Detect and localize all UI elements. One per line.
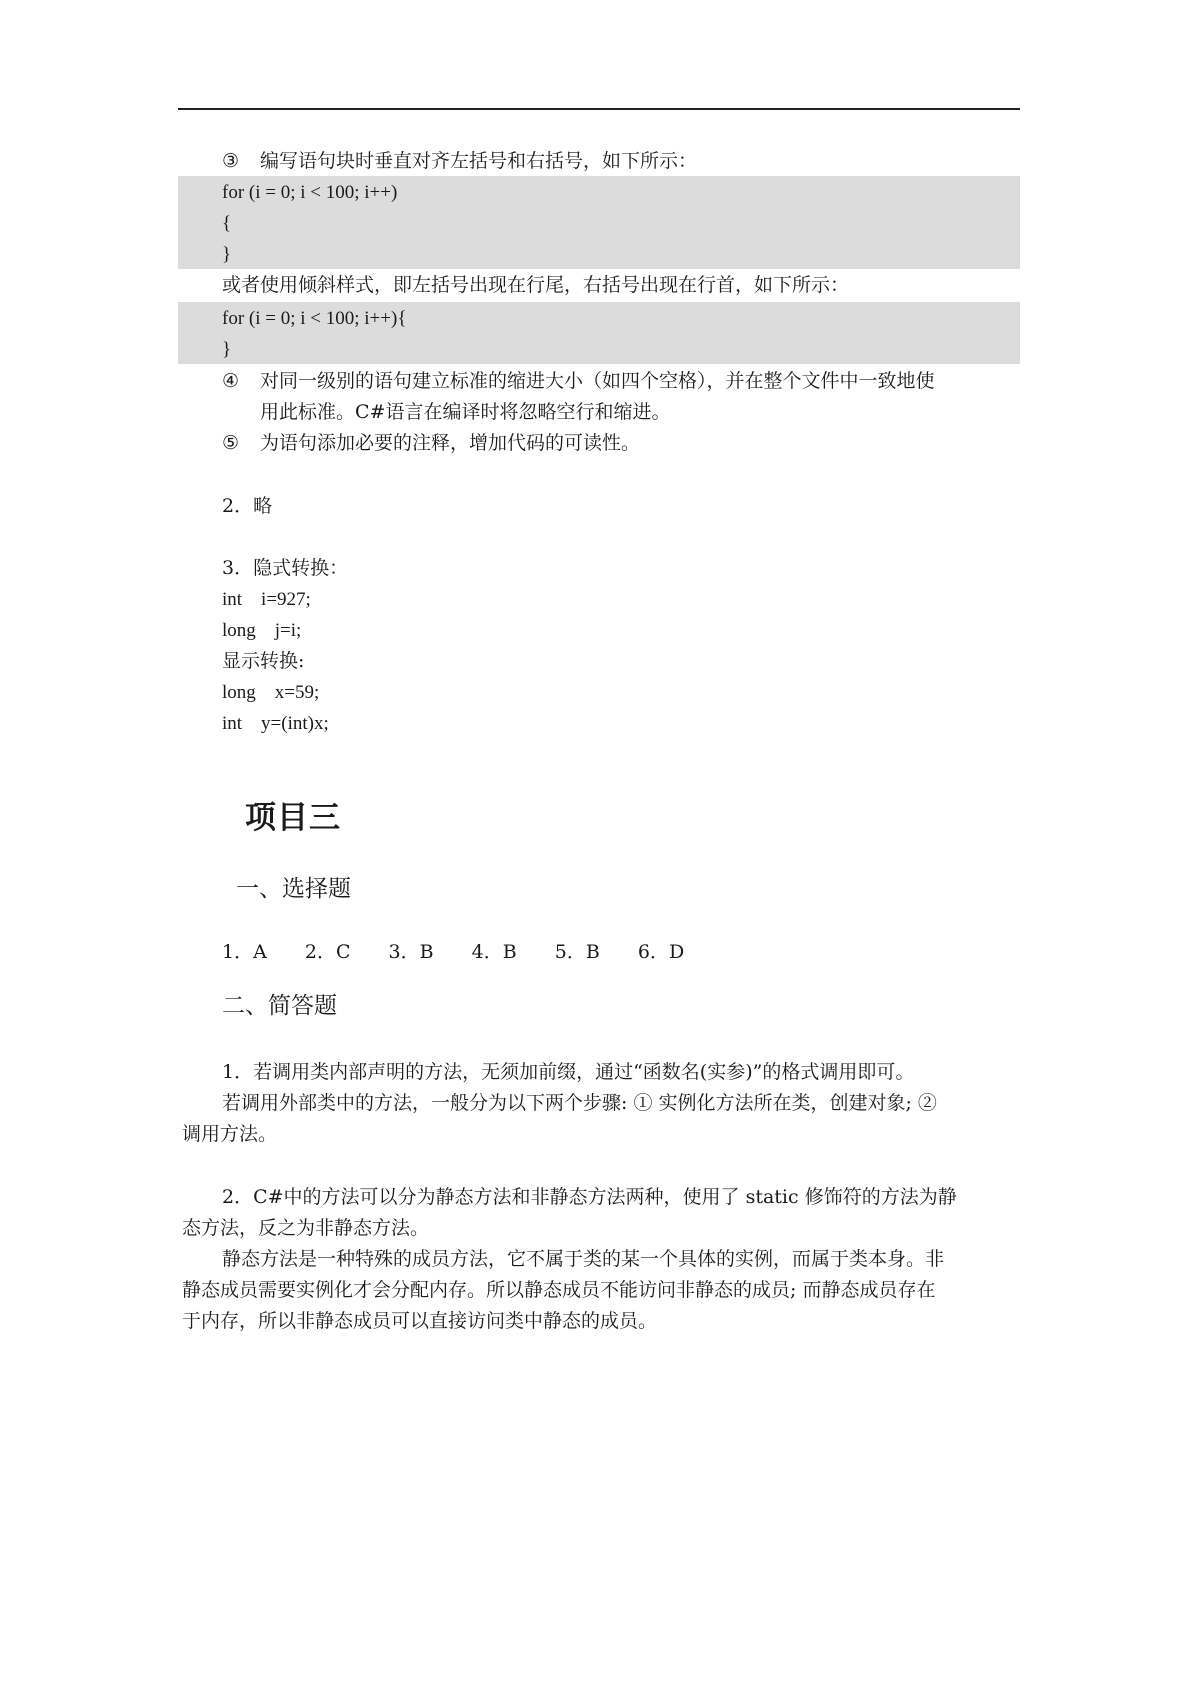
code-line: } [222, 244, 232, 265]
code-line: { [222, 213, 232, 234]
answer-item: 2．C [304, 941, 351, 963]
chapter-title: 项目三 [245, 800, 341, 836]
section-heading-choice: 一、选择题 [236, 876, 351, 902]
answer-item: 6．D [637, 941, 685, 963]
answer-2-para-2-line-3: 于内存，所以非静态成员可以直接访问类中静态的成员。 [182, 1310, 658, 1332]
item-5-number: ⑤ [222, 432, 240, 454]
answer-item: 4．B [471, 941, 517, 963]
code-line: for (i = 0; i < 100; i++) [222, 182, 398, 203]
answer-item: 1．A [222, 941, 267, 963]
answer-1-line-1: 1．若调用类内部声明的方法，无须加前缀，通过“函数名(实参)”的格式调用即可。 [222, 1061, 915, 1083]
item-4-number: ④ [222, 370, 240, 392]
item-3-number: ③ [222, 150, 240, 172]
item-4-line-1: 对同一级别的语句建立标准的缩进大小（如四个空格），并在整个文件中一致地使 [260, 370, 935, 392]
item-4-line-2: 用此标准。C#语言在编译时将忽略空行和缩进。 [260, 401, 671, 423]
code-line: int y=(int)x; [222, 713, 329, 734]
question-2: 2．略 [222, 495, 273, 517]
question-3-label: 3．隐式转换： [222, 557, 349, 579]
answer-list [222, 937, 716, 968]
answer-1-line-3: 调用方法。 [182, 1123, 278, 1145]
answer-2-para-2-line-2: 静态成员需要实例化才会分配内存。所以静态成员不能访问非静态的成员; 而静态成员存在 [182, 1279, 936, 1301]
section-heading-short-answer: 二、简答题 [222, 993, 337, 1019]
item-3-text: 编写语句块时垂直对齐左括号和右括号，如下所示： [260, 150, 698, 172]
code-line: for (i = 0; i < 100; i++){ [222, 308, 407, 329]
explicit-label: 显示转换: [222, 650, 305, 672]
answer-item: 3．B [388, 941, 434, 963]
code-line: int i=927; [222, 589, 311, 610]
code-line: } [222, 339, 232, 360]
answer-2-line-1: 2．C#中的方法可以分为静态方法和非静态方法两种，使用了 static 修饰符的方法为静 [222, 1186, 957, 1208]
item-5-text: 为语句添加必要的注释，增加代码的可读性。 [260, 432, 641, 454]
answer-2-para-2-line-1: 静态方法是一种特殊的成员方法，它不属于类的某一个具体的实例，而属于类本身。非 [222, 1248, 945, 1270]
alt-style-text: 或者使用倾斜样式，即左括号出现在行尾，右括号出现在行首，如下所示： [222, 274, 850, 296]
answer-1-line-2: 若调用外部类中的方法，一般分为以下两个步骤: ① 实例化方法所在类，创建对象; ② [222, 1092, 937, 1114]
header-rule [178, 108, 1020, 110]
answer-2-line-2: 态方法，反之为非静态方法。 [182, 1217, 430, 1239]
code-line: long j=i; [222, 620, 302, 641]
answer-item: 5．B [554, 941, 600, 963]
code-line: long x=59; [222, 682, 320, 703]
